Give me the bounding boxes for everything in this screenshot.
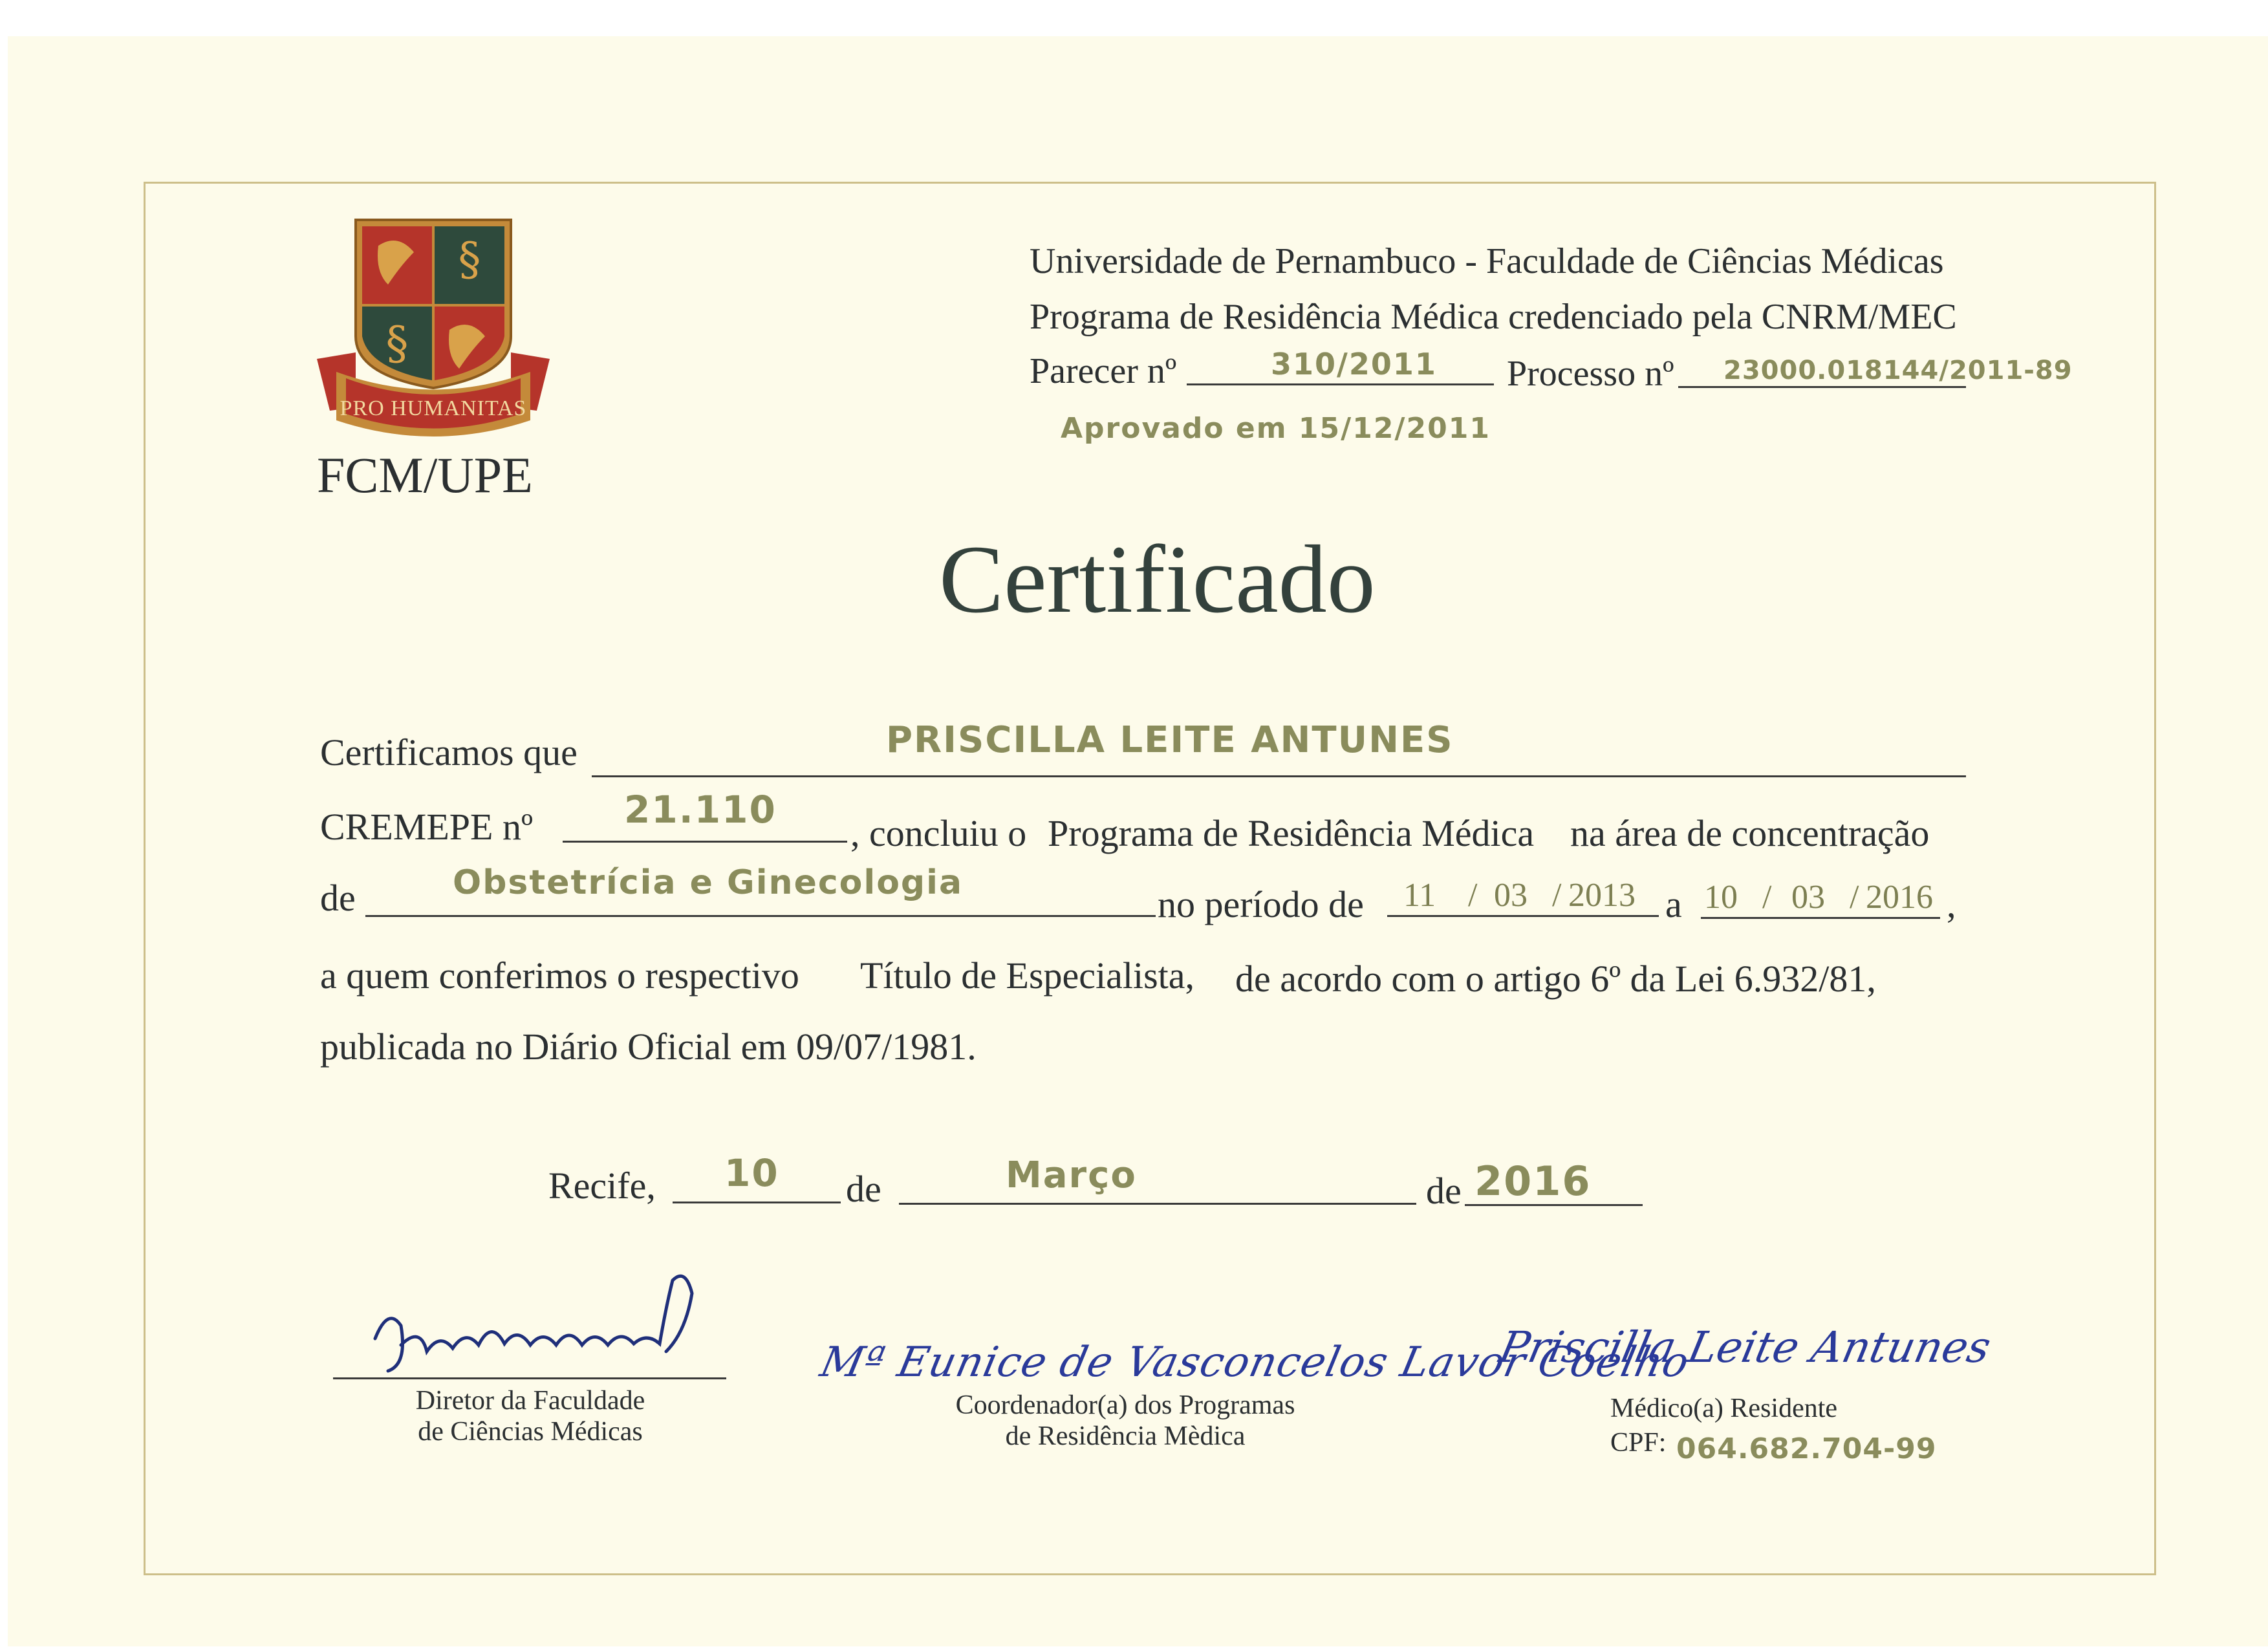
program-name: Programa de Residência Médica: [1048, 812, 1535, 854]
area-text: na área de concentração: [1570, 812, 1930, 854]
end-month: 03: [1791, 879, 1825, 916]
cremepe-line: [563, 841, 847, 843]
cremepe-value: 21.110: [624, 788, 777, 832]
period-comma: ,: [1947, 883, 1956, 925]
resident-label: Médico(a) Residente: [1610, 1394, 1838, 1423]
issue-month: Março: [1006, 1154, 1137, 1196]
issue-day: 10: [724, 1151, 779, 1195]
line4-part-c: de acordo com o artigo 6º da Lei 6.932/81,: [1235, 958, 1876, 1000]
start-month: 03: [1494, 877, 1528, 914]
name-line: [592, 775, 1966, 777]
end-date-line: [1701, 917, 1940, 919]
month-line: [899, 1203, 1416, 1205]
start-sep-2: /: [1552, 877, 1562, 914]
logo-caption: FCM/UPE: [317, 447, 533, 503]
start-day: 11: [1403, 877, 1436, 914]
recipient-name: PRISCILLA LEITE ANTUNES: [886, 719, 1454, 761]
header-university: Universidade de Pernambuco - Faculdade de Ciências Médicas: [1030, 241, 1944, 281]
resident-signature: Priscilla Leite Antunes: [1495, 1322, 1995, 1372]
date-de-1: de: [846, 1168, 881, 1210]
period-label: no período de: [1158, 883, 1364, 925]
processo-value: 23000.018144/2011-89: [1723, 356, 2073, 385]
de-label: de: [320, 877, 356, 919]
coordinator-label-2: de Residência Mèdica: [1005, 1421, 1246, 1451]
certify-label: Certificamos que: [320, 731, 578, 773]
director-label-2: de Ciências Médicas: [418, 1417, 643, 1447]
director-label-1: Diretor da Faculdade: [415, 1386, 645, 1416]
svg-text:§: §: [458, 233, 481, 286]
director-signature: [362, 1267, 724, 1384]
area-line: [365, 915, 1156, 917]
approval-date: Aprovado em 15/12/2011: [1061, 412, 1491, 445]
certificate-title: Certificado: [939, 526, 1376, 633]
start-date-line: [1387, 915, 1659, 917]
start-year: 2013: [1568, 877, 1636, 914]
processo-label: Processo nº: [1507, 354, 1674, 394]
svg-text:§: §: [385, 317, 409, 370]
cpf-value: 064.682.704-99: [1676, 1432, 1937, 1465]
coordinator-signature: Mª Eunice de Vasconcelos Lavor Coelho: [816, 1339, 1694, 1386]
parecer-line: [1187, 383, 1494, 385]
coordinator-label-1: Coordenador(a) dos Programas: [955, 1390, 1295, 1420]
concluiu-text: , concluiu o: [850, 812, 1027, 854]
parecer-value: 310/2011: [1271, 347, 1437, 382]
start-sep-1: /: [1468, 877, 1478, 914]
specialty-area: Obstetrícia e Ginecologia: [453, 863, 964, 902]
processo-line: [1678, 386, 1966, 388]
issue-year: 2016: [1474, 1158, 1592, 1205]
line5-publication: publicada no Diário Oficial em 09/07/1981.: [320, 1026, 977, 1068]
day-line: [673, 1202, 841, 1203]
end-sep-2: /: [1850, 879, 1859, 916]
end-year: 2016: [1866, 879, 1933, 916]
director-signature-line: [333, 1377, 726, 1379]
date-de-2: de: [1426, 1170, 1462, 1212]
end-day: 10: [1704, 879, 1738, 916]
parecer-label: Parecer nº: [1030, 351, 1177, 391]
specialist-title: Título de Especialista,: [860, 954, 1195, 997]
end-sep-1: /: [1762, 879, 1772, 916]
a-label: a: [1665, 883, 1682, 925]
line4-part-a: a quem conferimos o respectivo: [320, 954, 799, 997]
cremepe-label: CREMEPE nº: [320, 806, 533, 848]
cpf-label: CPF:: [1610, 1428, 1667, 1458]
city-label: Recife,: [548, 1165, 656, 1207]
crest-emblem: [310, 213, 556, 440]
header-program: Programa de Residência Médica credenciado pela CNRM/MEC: [1030, 297, 1957, 337]
crest-motto: PRO HUMANITAS: [340, 396, 527, 420]
